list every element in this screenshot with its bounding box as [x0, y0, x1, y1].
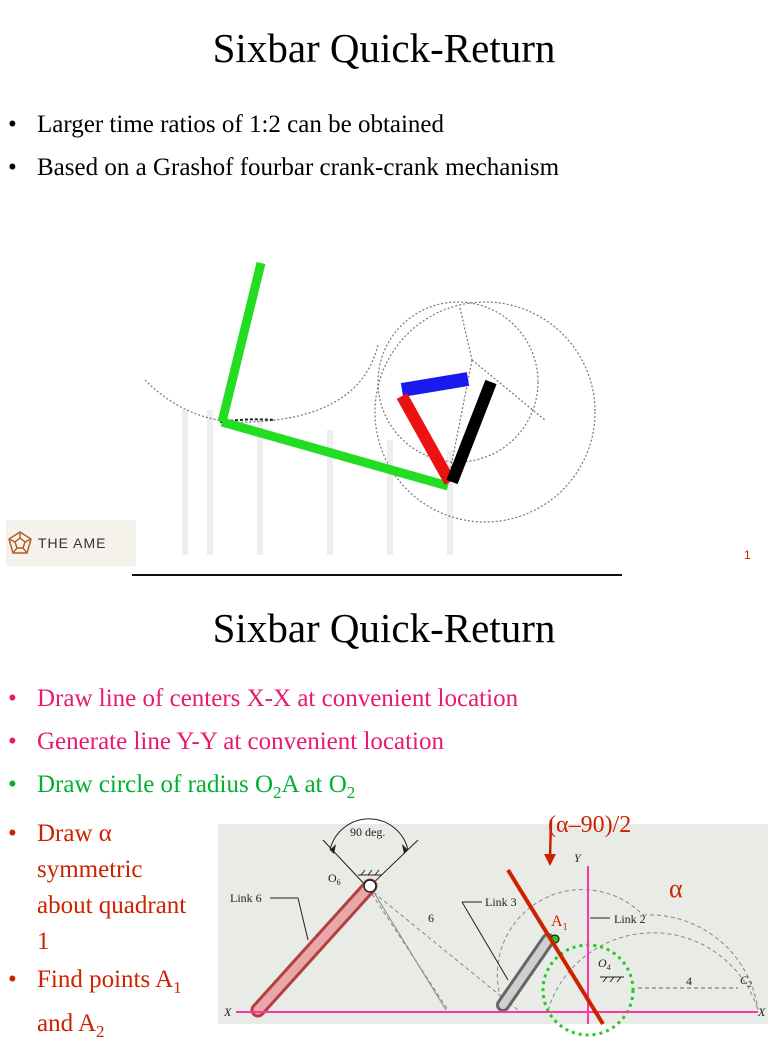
subscript: 2: [346, 783, 356, 802]
subscript: 2: [96, 1022, 105, 1041]
slide-2-bullet-list: [8, 684, 518, 821]
link-green-upper: [222, 263, 261, 422]
a1-label: $A_1$: [551, 913, 568, 933]
bullet-dot: •: [8, 154, 17, 181]
x-axis-right-label: X: [758, 1005, 766, 1019]
logo-text: THE AME: [38, 535, 107, 551]
bullet-item: [8, 110, 559, 140]
text-part: Find points A: [37, 966, 174, 993]
bullet-text: [37, 771, 356, 802]
subscript: 2: [273, 783, 282, 802]
bullet-item: [8, 727, 518, 757]
four-label: 4: [686, 974, 692, 988]
logo-emblem-icon: [6, 530, 34, 556]
bullet-text: Based on a Grashof fourbar crank-crank mechanism: [37, 154, 560, 181]
bullet-text: Larger time ratios of 1:2 can be obtained: [37, 111, 445, 138]
bullet-item: [8, 816, 187, 960]
bullet-dot: •: [8, 685, 17, 712]
bullet-item: [8, 153, 559, 183]
diagram-background: [218, 824, 768, 1024]
x-axis-left-label: X: [224, 1005, 232, 1019]
bullet-text: Generate line Y-Y at convenient location: [37, 728, 445, 755]
coupler-curve: [145, 345, 378, 422]
ninety-degree-label: 90 deg.: [350, 825, 386, 839]
bullet-dot: •: [8, 111, 17, 138]
text-part: symmetric about quadrant 1: [37, 856, 187, 955]
six-label: 6: [428, 911, 434, 925]
alpha-symbol: α: [98, 820, 112, 847]
bullet-text: Draw line of centers X-X at convenient location: [37, 685, 519, 712]
logo: [6, 520, 136, 566]
slide-1-bullet-list: [8, 110, 559, 196]
c2-label: $C_2$: [740, 973, 753, 989]
y-axis-label: Y: [574, 851, 581, 865]
link-blue: [402, 379, 468, 390]
construction-line: [460, 308, 472, 360]
slide-1-title: Sixbar Quick-Return: [212, 25, 556, 71]
bullet-dot: •: [8, 820, 17, 847]
text-part: A at O: [281, 771, 347, 798]
subscript: 1: [173, 978, 182, 997]
o6-label: $O_6$: [328, 871, 341, 887]
slide-2: [0, 578, 768, 1041]
bullet-item: [8, 962, 187, 1050]
bullet-dot: •: [8, 771, 17, 798]
page-number: 1: [744, 548, 751, 562]
construction-diagram: [218, 810, 768, 1024]
link-6-label: Link 6: [230, 891, 262, 905]
faded-background-ghost-lines: [185, 410, 450, 555]
slide-2-title: Sixbar Quick-Return: [212, 605, 556, 651]
o6-pivot: [364, 880, 376, 892]
text-part: and A: [37, 1010, 97, 1037]
text-part: Draw circle of radius O: [37, 771, 274, 798]
link-3-label: Link 3: [485, 895, 517, 909]
slide-separator: [132, 574, 622, 576]
link-green-lower: [222, 422, 448, 486]
bullet-item: [8, 684, 518, 714]
o4-label: $O_4$: [598, 956, 611, 972]
mechanism-animation-figure: [130, 250, 630, 565]
bullet-item: [8, 770, 518, 808]
bullet-dot: •: [8, 966, 17, 993]
text-part: Draw: [37, 820, 99, 847]
link-red: [402, 396, 450, 482]
bullet-dot: •: [8, 728, 17, 755]
alpha-label: α: [669, 874, 683, 903]
half-angle-label: (α–90)/2: [548, 812, 632, 838]
link-2-label: Link 2: [614, 912, 646, 926]
slide-2-bullet-list-narrow: [8, 816, 187, 1050]
